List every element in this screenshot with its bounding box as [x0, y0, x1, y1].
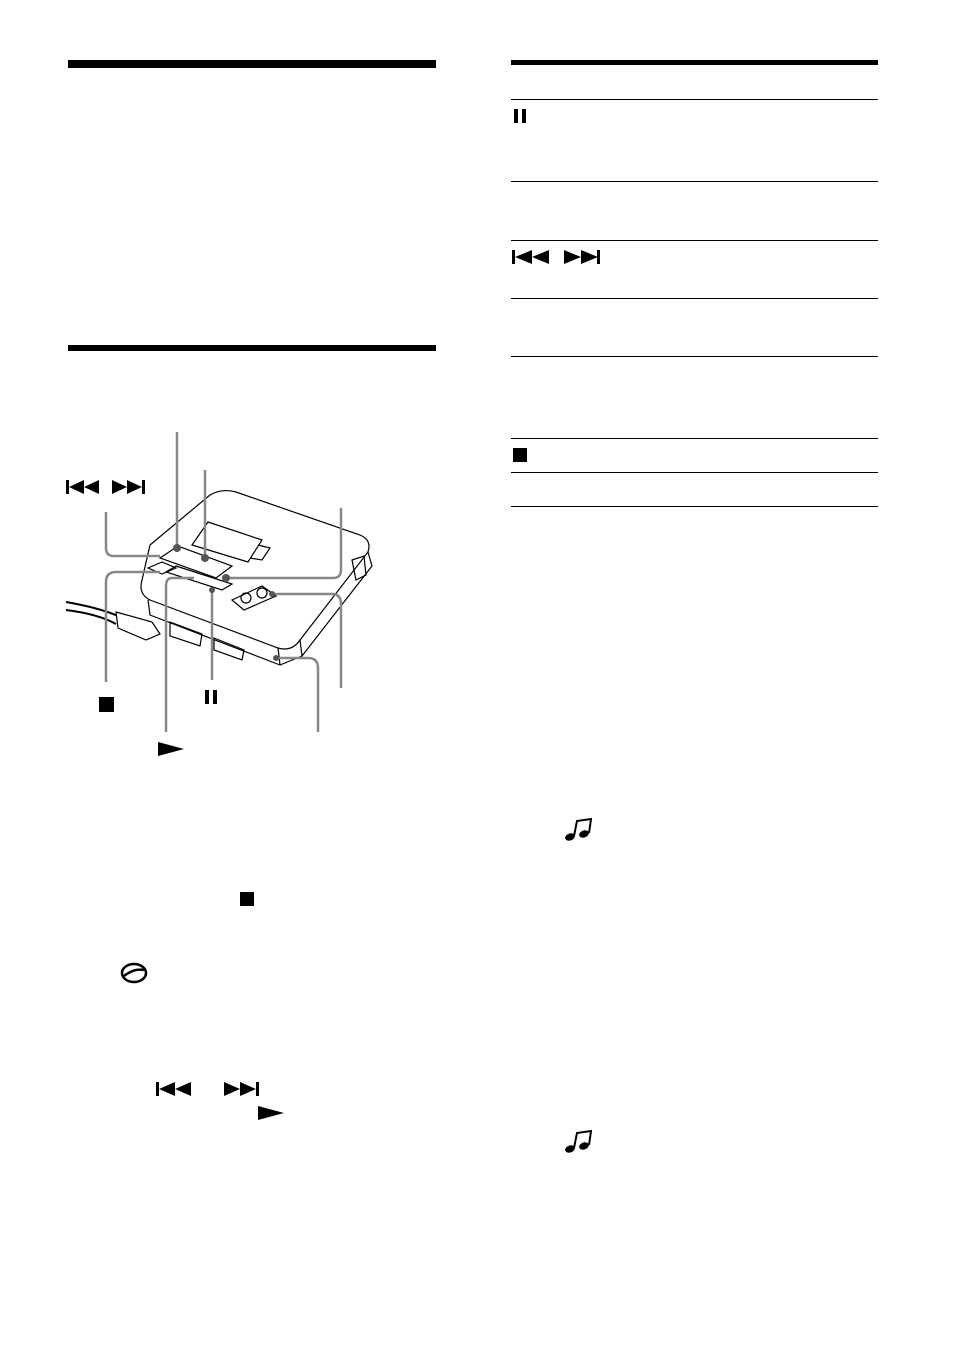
disc-icon [120, 962, 148, 984]
prev-icon [156, 1082, 192, 1096]
stop-icon [99, 697, 114, 712]
stop-icon [240, 892, 254, 906]
next-icon [224, 1082, 260, 1096]
skip-buttons-icon [66, 480, 146, 494]
music-note-icon [564, 1130, 592, 1154]
play-icon [158, 742, 184, 756]
pause-icon [204, 690, 220, 704]
play-icon [258, 1106, 284, 1120]
music-note-icon [564, 818, 592, 842]
